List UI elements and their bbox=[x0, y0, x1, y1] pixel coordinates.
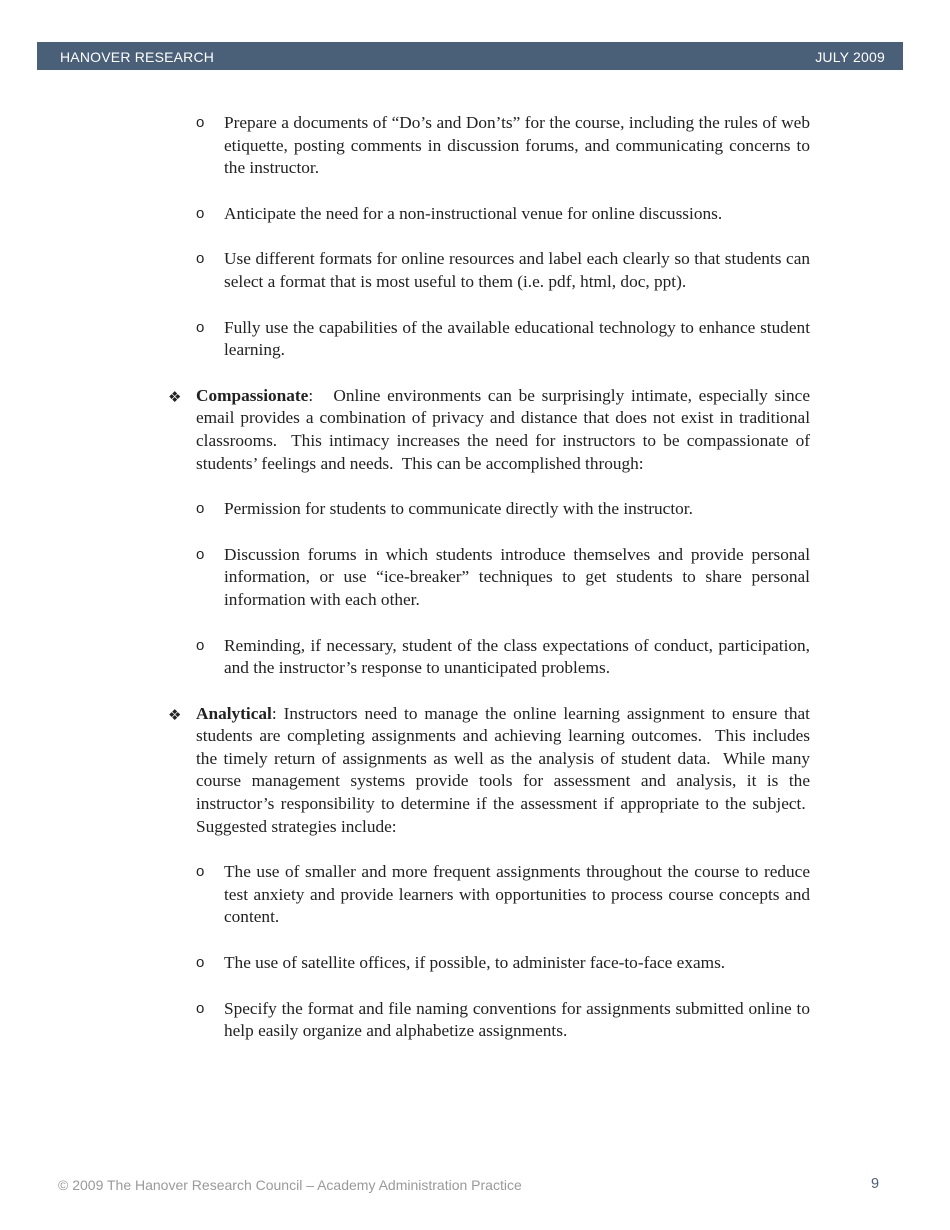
section-term: Analytical bbox=[196, 703, 272, 723]
list-item bbox=[168, 112, 810, 180]
diamond-bullet-icon: ❖ bbox=[168, 705, 182, 724]
hollow-bullet-icon: o bbox=[196, 250, 205, 268]
section-text: : Online environments can be surprisingly intimate, especially since email provides a combination of privacy and distance that does not exist in traditional classrooms. This intimacy increases the need for instructors to be compassionate of students’ feelings and needs. This can be accomplished through: bbox=[196, 385, 810, 473]
list-item bbox=[168, 635, 810, 680]
list-item bbox=[168, 544, 810, 612]
hollow-bullet-icon: o bbox=[196, 500, 205, 518]
hollow-bullet-icon: o bbox=[196, 999, 205, 1017]
list-item bbox=[168, 861, 810, 929]
hollow-bullet-icon: o bbox=[196, 204, 205, 222]
list-item bbox=[168, 498, 810, 521]
list-item-text: Permission for students to communicate directly with the instructor. bbox=[224, 499, 693, 519]
hollow-bullet-icon: o bbox=[196, 114, 205, 131]
page-number: 9 bbox=[871, 1176, 880, 1192]
list-item-text: Prepare a documents of “Do’s and Don’ts” for the course, including the rules of web etiquette, posting comments in discussion forums, and communicating concerns to the instructor. bbox=[224, 113, 810, 178]
list-item-text: The use of smaller and more frequent assignments throughout the course to reduce test anxiety and provide learners with opportunities to process course concepts and content. bbox=[224, 862, 810, 927]
hollow-bullet-icon: o bbox=[196, 636, 205, 654]
list-item-text: Specify the format and file naming conventions for assignments submitted online to help easily organize and alphabetize assignments. bbox=[224, 998, 810, 1041]
list-item-text: Anticipate the need for a non-instructional venue for online discussions. bbox=[224, 203, 723, 223]
list-item-text: The use of satellite offices, if possible, to administer face-to-face exams. bbox=[224, 953, 726, 973]
list-item-text: Reminding, if necessary, student of the class expectations of conduct, participation, and the instructor’s response to unanticipated problems. bbox=[224, 635, 810, 678]
diamond-bullet-icon: ❖ bbox=[168, 387, 182, 406]
footer-copyright: © 2009 The Hanover Research Council – Academy Administration Practice bbox=[58, 1177, 522, 1193]
section-analytical bbox=[168, 703, 810, 839]
section-compassionate bbox=[168, 385, 810, 475]
hollow-bullet-icon: o bbox=[196, 545, 205, 563]
page-header bbox=[37, 42, 903, 70]
list-item bbox=[168, 952, 810, 975]
section-term: Compassionate bbox=[196, 385, 309, 405]
list-item bbox=[168, 998, 810, 1043]
header-date: JULY 2009 bbox=[815, 49, 885, 65]
header-organization: HANOVER RESEARCH bbox=[60, 49, 215, 65]
list-item-text: Discussion forums in which students introduce themselves and provide personal information, or use “ice-breaker” techniques to get students to share personal information with each other. bbox=[224, 544, 810, 609]
document-body bbox=[168, 112, 810, 1066]
hollow-bullet-icon: o bbox=[196, 318, 205, 336]
list-item bbox=[168, 248, 810, 293]
list-item bbox=[168, 203, 810, 226]
section-text: : Instructors need to manage the online learning assignment to ensure that students are completing assignments and achieving learning outcomes. This includes the timely return of assignments as well as the analysis of student data. While many course management systems provide tools for assessment and analysis, it is the instructor’s responsibility to determine if the assessment if appropriate to the subject. Suggested strategies include: bbox=[196, 703, 810, 836]
hollow-bullet-icon: o bbox=[196, 954, 205, 972]
list-item bbox=[168, 317, 810, 362]
list-item-text: Use different formats for online resources and label each clearly so that students can select a format that is most useful to them (i.e. pdf, html, doc, ppt). bbox=[224, 249, 810, 291]
hollow-bullet-icon: o bbox=[196, 863, 205, 881]
list-item-text: Fully use the capabilities of the available educational technology to enhance student learning. bbox=[224, 317, 810, 360]
